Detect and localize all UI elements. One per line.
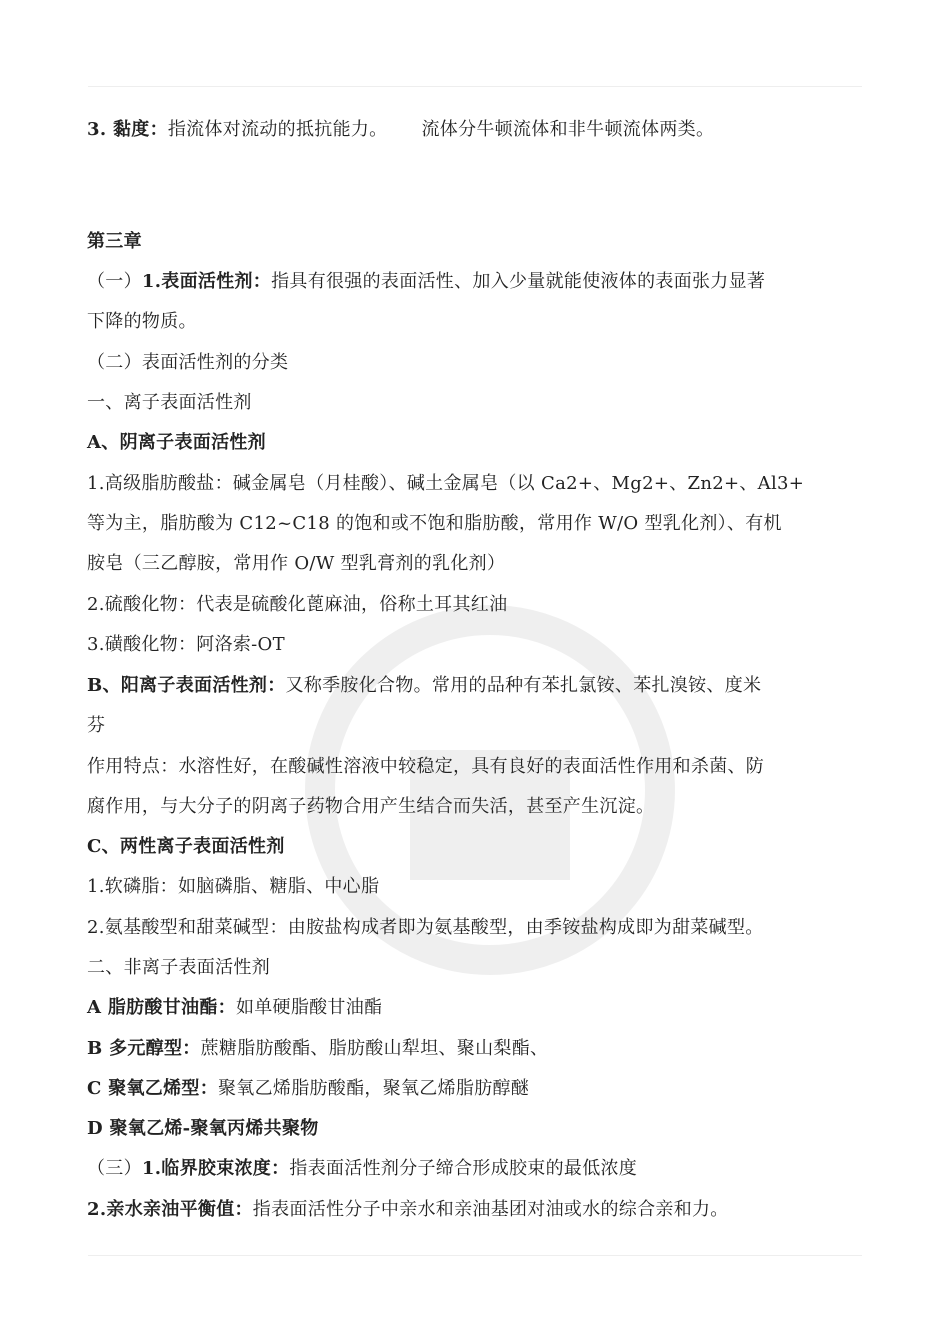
footer-rule (88, 1255, 862, 1256)
zwitterionic-item2: 2.氨基酸型和甜菜碱型：由胺盐构成者即为氨基酸型，由季铵盐构成即为甜菜碱型。 (87, 917, 764, 938)
anionic-item2: 2.硫酸化物：代表是硫酸化蓖麻油，俗称土耳其红油 (87, 594, 508, 615)
anionic-heading: A、阴离子表面活性剂 (87, 432, 266, 453)
nonionic-item-d: D 聚氧乙烯-聚氧丙烯共聚物 (87, 1118, 319, 1139)
anionic-item1-line2: 等为主，脂肪酸为 C12~C18 的饱和或不饱和脂肪酸，常用作 W/O 型乳化剂）、有机 (87, 513, 782, 534)
nonionic-item-c: C 聚氧乙烯型：聚氧乙烯脂肪酸酯，聚氧乙烯脂肪醇醚 (87, 1078, 530, 1099)
ionic-heading: 一、离子表面活性剂 (87, 392, 252, 413)
cationic-features-line2: 腐作用，与大分子的阴离子药物合用产生结合而失活，甚至产生沉淀。 (87, 796, 655, 817)
surfactant-definition-line1: （一）1.表面活性剂：指具有很强的表面活性、加入少量就能使液体的表面张力显著 (87, 271, 766, 292)
nonionic-item-b: B 多元醇型：蔗糖脂肪酸酯、脂肪酸山犁坦、聚山梨酯、 (87, 1038, 549, 1059)
zwitterionic-heading: C、两性离子表面活性剂 (87, 836, 285, 857)
nonionic-item-a: A 脂肪酸甘油酯：如单硬脂酸甘油酯 (87, 997, 383, 1018)
cationic-features-line1: 作用特点：水溶性好，在酸碱性溶液中较稳定，具有良好的表面活性作用和杀菌、防 (87, 756, 765, 777)
header-rule (88, 86, 862, 87)
anionic-item1-line3: 胺皂（三乙醇胺，常用作 O/W 型乳膏剂的乳化剂） (87, 553, 506, 574)
zwitterionic-item1: 1.软磷脂：如脑磷脂、糖脂、中心脂 (87, 876, 380, 897)
classification-heading: （二）表面活性剂的分类 (87, 352, 289, 373)
cationic-line2: 芬 (87, 715, 106, 736)
cationic-line1: B、阳离子表面活性剂：又称季胺化合物。常用的品种有苯扎氯铵、苯扎溴铵、度米 (87, 675, 762, 696)
anionic-item1-line1: 1.高级脂肪酸盐：碱金属皂（月桂酸）、碱土金属皂（以 Ca2+、Mg2+、Zn2+、Al3+ (87, 473, 805, 494)
surfactant-definition-line2: 下降的物质。 (87, 311, 197, 332)
hlb-definition: 2.亲水亲油平衡值：指表面活性分子中亲水和亲油基团对油或水的综合亲和力。 (87, 1199, 729, 1220)
viscosity-definition: 3. 黏度：指流体对流动的抵抗能力。 流体分牛顿流体和非牛顿流体两类。 (87, 119, 715, 140)
chapter-title: 第三章 (87, 231, 142, 252)
anionic-item3: 3.磺酸化物：阿洛索-OT (87, 634, 285, 655)
nonionic-heading: 二、非离子表面活性剂 (87, 957, 270, 978)
cmc-definition: （三）1.临界胶束浓度：指表面活性剂分子缔合形成胶束的最低浓度 (87, 1158, 638, 1179)
